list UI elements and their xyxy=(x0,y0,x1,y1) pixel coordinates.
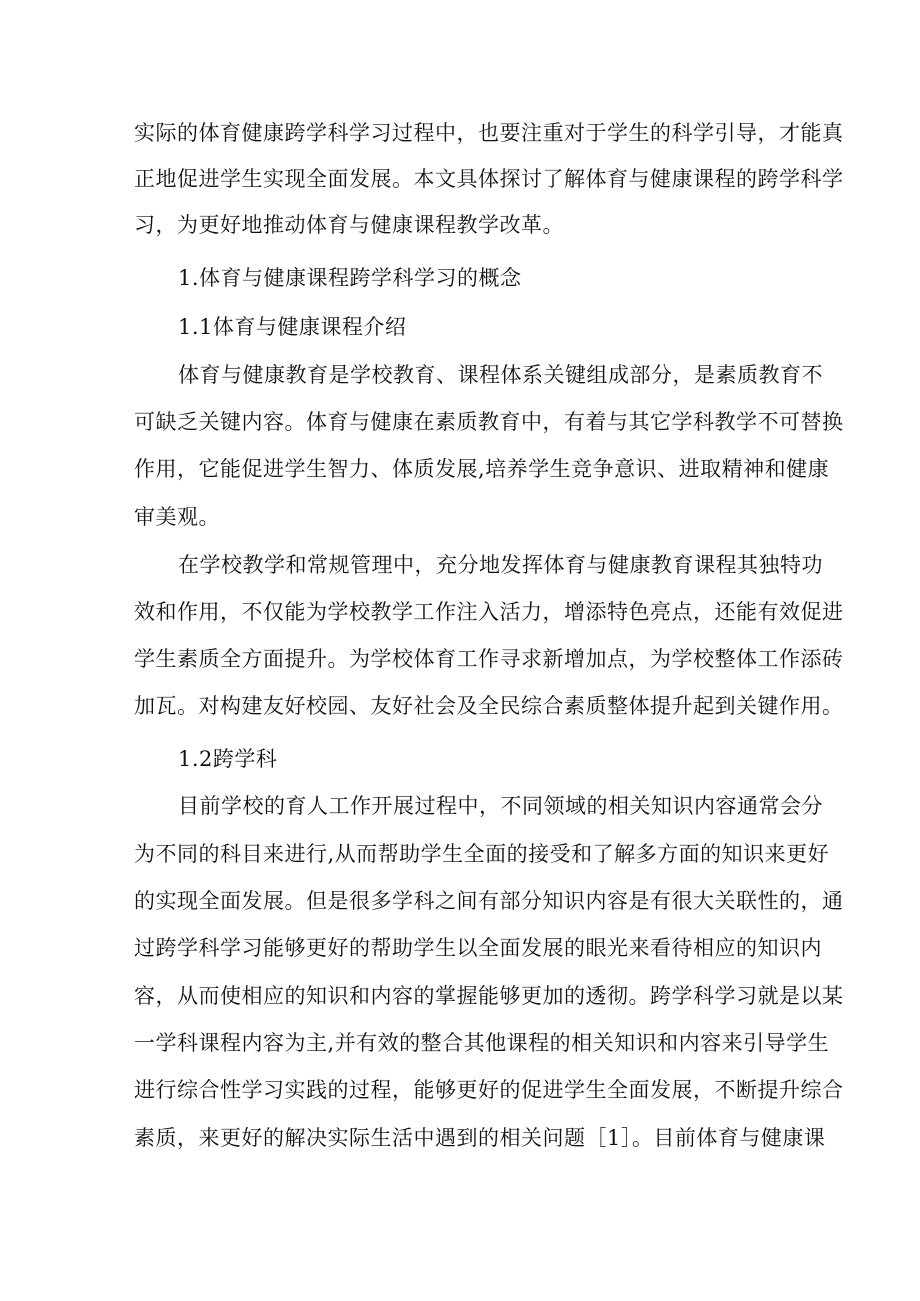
body-text-line: 审美观。 xyxy=(134,505,220,529)
body-text-line: 在学校教学和常规管理中，充分地发挥体育与健康教育课程其独特功 xyxy=(178,553,823,577)
body-text-line: 学生素质全方面提升。为学校体育工作寻求新增加点，为学校整体工作添砖 xyxy=(134,647,844,671)
body-text-line: 可缺乏关键内容。体育与健康在素质教育中，有着与其它学科教学不可替换 xyxy=(134,410,844,434)
body-text-line: 体育与健康教育是学校教育、课程体系关键组成部分，是素质教育不 xyxy=(178,363,823,387)
body-text-line: 容，从而使相应的知识和内容的掌握能够更加的透彻。跨学科学习就是以某 xyxy=(134,984,844,1008)
subsection-heading: 1.1体育与健康课程介绍 xyxy=(178,315,407,339)
body-text-line: 加瓦。对构建友好校园、友好社会及全民综合素质整体提升起到关键作用。 xyxy=(134,694,844,718)
body-text-line: 一学科课程内容为主,并有效的整合其他课程的相关知识和内容来引导学生 xyxy=(134,1031,830,1055)
body-text-line: 为不同的科目来进行,从而帮助学生全面的接受和了解多方面的知识来更好 xyxy=(134,842,830,866)
body-text-line: 正地促进学生实现全面发展。本文具体探讨了解体育与健康课程的跨学科学 xyxy=(134,167,844,191)
body-text-line: 的实现全面发展。但是很多学科之间有部分知识内容是有很大关联性的，通 xyxy=(134,889,844,913)
body-text-line: 进行综合性学习实践的过程，能够更好的促进学生全面发展，不断提升综合 xyxy=(134,1078,844,1102)
body-text-line: 过跨学科学习能够更好的帮助学生以全面发展的眼光来看待相应的知识内 xyxy=(134,936,822,960)
subsection-heading: 1.2跨学科 xyxy=(178,747,278,771)
body-text-line: 作用，它能促进学生智力、体质发展,培养学生竞争意识、进取精神和健康 xyxy=(134,457,830,481)
body-text-line: 效和作用，不仅能为学校教学工作注入活力，增添特色亮点，还能有效促进 xyxy=(134,600,844,624)
body-text-line: 习，为更好地推动体育与健康课程教学改革。 xyxy=(134,213,564,237)
body-text-line: 素质，来更好的解决实际生活中遇到的相关问题［1］。目前体育与健康课 xyxy=(134,1126,826,1150)
body-text-line: 实际的体育健康跨学科学习过程中，也要注重对于学生的科学引导，才能真 xyxy=(134,121,844,145)
section-heading: 1.体育与健康课程跨学科学习的概念 xyxy=(178,266,522,290)
body-text-line: 目前学校的育人工作开展过程中，不同领域的相关知识内容通常会分 xyxy=(178,794,823,818)
